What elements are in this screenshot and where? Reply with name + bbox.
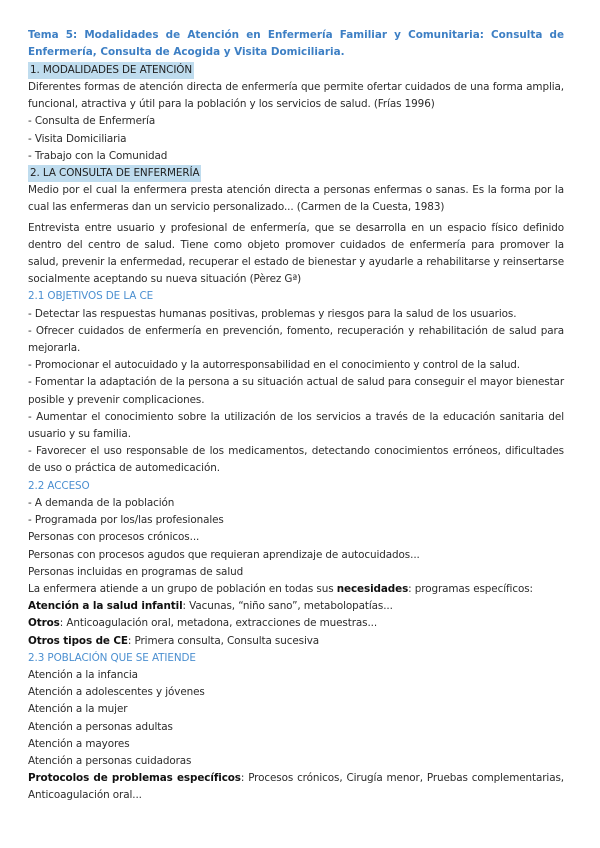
section-acceso — [28, 478, 564, 650]
text-run: : Procesos crónicos, Cirugía menor, Pruebas complementarias, Anticoagulación oral... — [28, 772, 565, 802]
text-run: La enfermera atiende a un grupo de población en todas sus — [28, 582, 337, 595]
section-heading: 2. LA CONSULTA DE ENFERMERÍA — [28, 165, 201, 182]
text-run: : Primera consulta, Consulta sucesiva — [127, 634, 320, 647]
list-item: Atención a personas adultas — [28, 720, 173, 733]
list-item: - Favorecer el uso responsable de los medicamentos, detectando conocimientos erróneos, dificultades de uso o práctica de automedicación. — [28, 445, 564, 475]
list-item: Atención a la mujer — [28, 703, 128, 716]
text-run: : Vacunas, “niño sano”, metabolopatías... — [182, 600, 393, 613]
bold-term: Atención a la salud infantil — [28, 600, 183, 613]
list-item: - Fomentar la adaptación de la persona a su situación actual de salud para conseguir el mayor bienestar posible y prevenir complicaciones. — [28, 376, 564, 406]
paragraph — [28, 633, 564, 650]
list-item: - A demanda de la población — [28, 496, 175, 509]
list-item: - Trabajo con la Comunidad — [28, 149, 168, 162]
paragraph: Medio por el cual la enfermera presta atención directa a personas enfermas o sanas. Es la forma por la cual las enfermeras dan un servicio personalizado... (Carmen de la Cuesta, 1983) — [28, 184, 564, 214]
list-item: Atención a mayores — [28, 737, 130, 750]
list-item: Personas incluidas en programas de salud — [28, 565, 244, 578]
list-item: - Programada por los/las profesionales — [28, 514, 224, 527]
document-page — [28, 27, 564, 805]
list-item: Personas con procesos crónicos... — [28, 531, 200, 544]
subsection-heading: 2.3 POBLACIÓN QUE SE ATIENDE — [28, 651, 196, 664]
list-item: - Ofrecer cuidados de enfermería en prevención, fomento, recuperación y rehabilitación de salud para mejorarla. — [28, 324, 564, 355]
paragraph — [28, 615, 564, 632]
section-consulta — [28, 165, 564, 288]
list-item: Atención a la infancia — [28, 668, 138, 681]
bold-term: necesidades — [336, 582, 409, 595]
document-title: Tema 5: Modalidades de Atención en Enfermería Familiar y Comunitaria: Consulta de Enfermería, Consulta de Acogida y Visita Domiciliaria. — [28, 29, 564, 59]
list-item: - Consulta de Enfermería — [28, 115, 156, 128]
paragraph — [28, 598, 564, 615]
bold-term: Otros tipos de CE — [28, 634, 128, 647]
list-item: - Visita Domiciliaria — [28, 132, 127, 145]
paragraph: Diferentes formas de atención directa de enfermería que permite ofertar cuidados de una forma amplia, funcional, atractiva y útil para la población y los servicios de salud. (Frías 1996) — [28, 81, 564, 111]
section-heading: 1. MODALIDADES DE ATENCIÓN — [28, 62, 194, 79]
subsection-heading: 2.1 OBJETIVOS DE LA CE — [28, 290, 154, 303]
list-item: - Promocionar el autocuidado y la autorresponsabilidad en el conocimiento y control de la salud. — [28, 359, 521, 372]
section-objetivos — [28, 288, 564, 477]
paragraph: Entrevista entre usuario y profesional de enfermería, que se desarrolla en un espacio físico definido dentro del centro de salud. Tiene como objeto promover cuidados de enfermería para promover la salud, prevenir la enfermedad, recuperar el estado de bienestar y ayudarle a rehabilitarse y reinsertarse socialmente aceptando su nueva situación (Pèrez Gª) — [28, 221, 564, 286]
subsection-heading: 2.2 ACCESO — [28, 479, 90, 492]
text-run: : Anticoagulación oral, metadona, extracciones de muestras... — [59, 617, 378, 630]
list-item: - Detectar las respuestas humanas positivas, problemas y riesgos para la salud de los usuarios. — [28, 307, 517, 320]
paragraph — [28, 581, 564, 598]
list-item: - Aumentar el conocimiento sobre la utilización de los servicios a través de la educación sanitaria del usuario y su familia. — [28, 410, 564, 441]
bold-term: Protocolos de problemas específicos — [28, 772, 241, 785]
list-item: Atención a adolescentes y jóvenes — [28, 686, 205, 699]
section-poblacion — [28, 650, 564, 805]
text-run: : programas específicos: — [408, 582, 533, 595]
list-item: Personas con procesos agudos que requieran aprendizaje de autocuidados... — [28, 548, 420, 561]
bold-term: Otros — [28, 617, 60, 630]
list-item: Atención a personas cuidadoras — [28, 754, 192, 767]
section-modalidades — [28, 62, 564, 165]
paragraph — [28, 770, 564, 804]
